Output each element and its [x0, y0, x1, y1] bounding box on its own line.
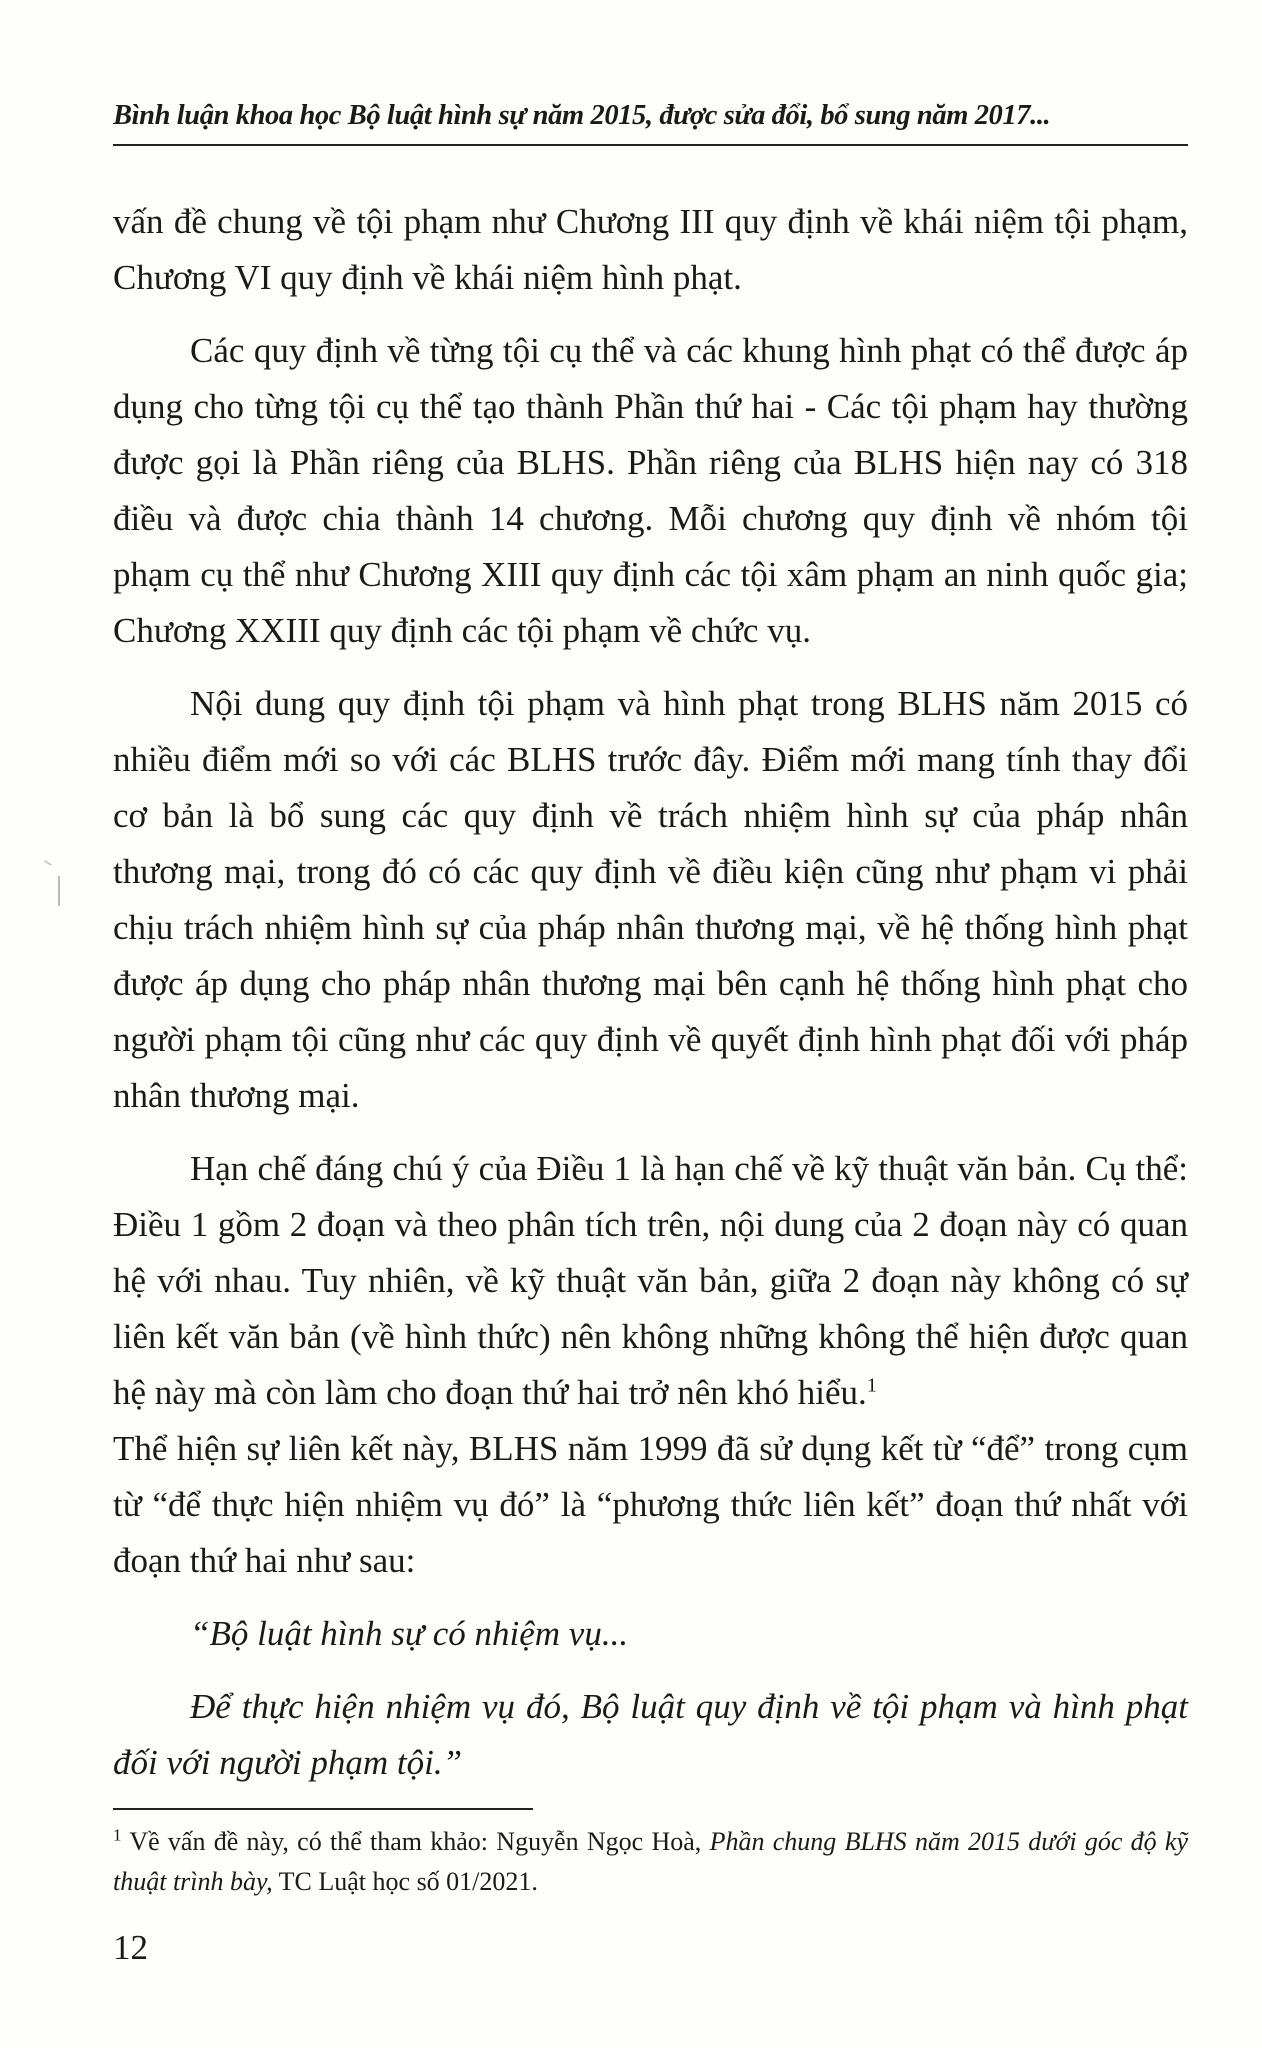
footnote-text-before: Về vấn đề này, có thể tham khảo: Nguyễn Ngọc Hoà, [129, 1827, 710, 1856]
paragraph-limitation-text: Hạn chế đáng chú ý của Điều 1 là hạn chế về kỹ thuật văn bản. Cụ thể: Điều 1 gồm 2 đoạn và theo phân tích trên, nội dung của 2 đoạn này có quan hệ với nhau. Tuy nhiên, về kỹ thuật văn bản, giữa 2 đoạn này không có sự liên kết văn bản (về hình thức) nên không những không thể hiện được quan hệ này mà còn làm cho đoạn thứ hai trở nên khó hiểu. [113, 1149, 1188, 1412]
page-number: 12 [113, 1928, 148, 1967]
paragraph-linking: Thể hiện sự liên kết này, BLHS năm 1999 đã sử dụng kết từ “để” trong cụm từ “để thực hiện nhiệm vụ đó” là “phương thức liên kết” đoạn thứ nhất với đoạn thứ hai như sau: [113, 1429, 1188, 1580]
running-header: Bình luận khoa học Bộ luật hình sự năm 2015, được sửa đổi, bổ sung năm 2017... [113, 100, 1051, 131]
margin-mark [58, 876, 60, 906]
footnote [113, 1822, 1188, 1902]
header-divider [113, 144, 1188, 146]
footnote-reference[interactable]: 1 [866, 1374, 877, 1397]
footnote-number: 1 [113, 1825, 122, 1845]
paragraph-continuation: vấn đề chung về tội phạm như Chương III quy định về khái niệm tội phạm, Chương VI quy định về khái niệm hình phạt. [113, 202, 1188, 297]
paragraph-new-points: Nội dung quy định tội phạm và hình phạt trong BLHS năm 2015 có nhiều điểm mới so với các BLHS trước đây. Điểm mới mang tính thay đổi cơ bản là bổ sung các quy định về trách nhiệm hình sự của pháp nhân thương mại, trong đó có các quy định về điều kiện cũng như phạm vi phải chịu trách nhiệm hình sự của pháp nhân thương mại, về hệ thống hình phạt được áp dụng cho pháp nhân thương mại bên cạnh hệ thống hình phạt cho người phạm tội cũng như các quy định về quyết định hình phạt đối với pháp nhân thương mại. [113, 684, 1188, 1115]
quote-line-1: “Bộ luật hình sự có nhiệm vụ... [190, 1614, 629, 1653]
body-text [113, 194, 1188, 1808]
quote-line-2: Để thực hiện nhiệm vụ đó, Bộ luật quy định về tội phạm và hình phạt đối với người phạm tội.” [113, 1687, 1188, 1782]
footnote-divider [113, 1808, 533, 1810]
paragraph-special-part: Các quy định về từng tội cụ thể và các khung hình phạt có thể được áp dụng cho từng tội cụ thể tạo thành Phần thứ hai - Các tội phạm hay thường được gọi là Phần riêng của BLHS. Phần riêng của BLHS hiện nay có 318 điều và được chia thành 14 chương. Mỗi chương quy định về nhóm tội phạm cụ thể như Chương XIII quy định các tội xâm phạm an ninh quốc gia; Chương XXIII quy định các tội phạm về chức vụ. [113, 331, 1188, 650]
footnote-text-after: TC Luật học số 01/2021. [272, 1867, 538, 1896]
footnote-cited-title: Phần chung BLHS năm 2015 dưới góc độ kỹ thuật trình bày, [113, 1827, 1189, 1896]
paragraph-limitation [113, 1141, 1188, 1421]
margin-tick [44, 860, 52, 866]
